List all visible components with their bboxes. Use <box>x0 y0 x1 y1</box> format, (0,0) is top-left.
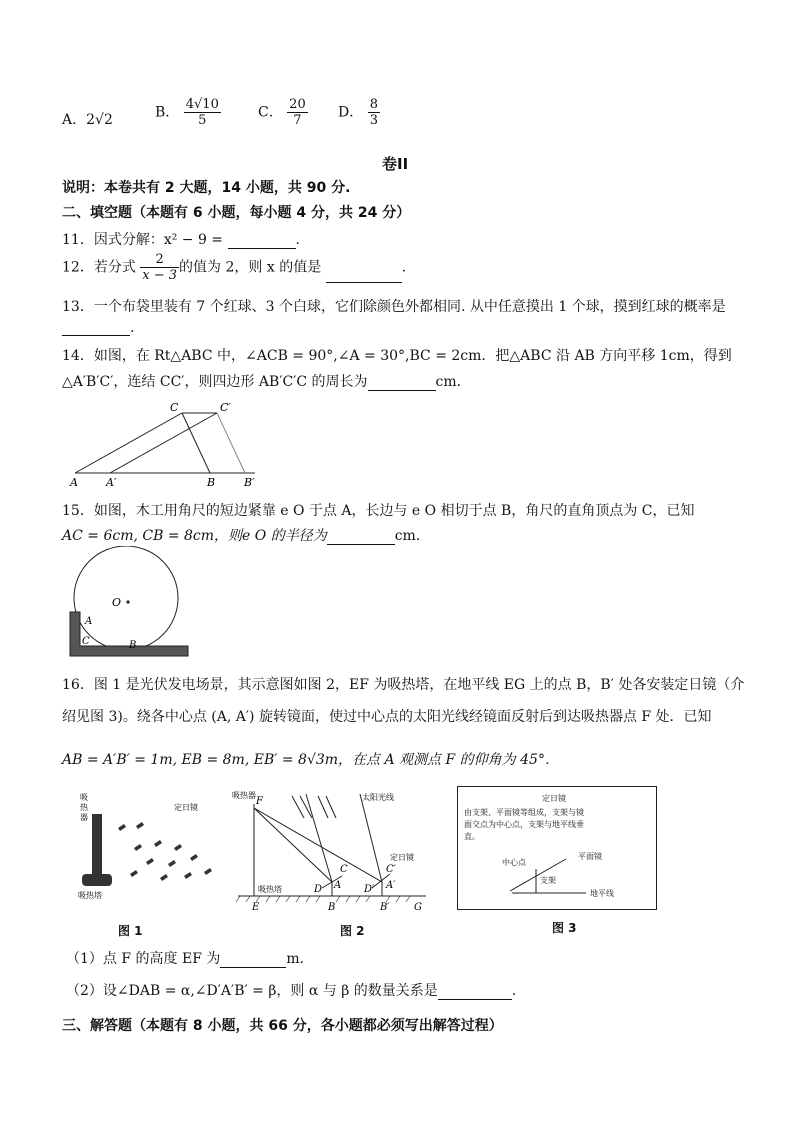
fig3-center-label: 中心点 <box>502 858 526 867</box>
question-15-line2: AC = 6cm, CB = 8cm，则e O 的半径为 cm． <box>62 528 430 544</box>
fig3-title: 定日镜 <box>542 794 566 803</box>
label-F: F <box>256 796 263 807</box>
fraction: $\frac{2}{x - 3}$ <box>142 252 178 283</box>
fig2-caption: 图 2 <box>340 924 365 938</box>
choice-a: A．2√2 <box>62 112 113 128</box>
question-16-sub-2: （2）设∠DAB = α,∠D′A′B′ = β，则 α 与 β 的数量关系是 . <box>66 983 517 999</box>
q16-figure-2 <box>230 784 440 916</box>
fig1-char-2: 热 <box>80 803 88 812</box>
fig3-diagram <box>458 787 654 907</box>
label-C1: C′ <box>220 401 231 414</box>
label-O: O <box>112 596 122 609</box>
choice-b: B． $\frac{4√10}{5}$ <box>155 97 219 128</box>
choice-d: D． $\frac{8}{3}$ <box>338 97 378 128</box>
fig1-char-1: 吸 <box>80 793 88 802</box>
fraction: $\frac{8}{3}$ <box>369 97 378 128</box>
question-14-line2: △A′B′C′，连结 CC′，则四边形 AB′C′C 的周长为 cm． <box>62 374 471 390</box>
label-B: B <box>207 476 216 489</box>
fig1-char-3: 器 <box>80 813 88 822</box>
fig1-mirror-label: 定日镜 <box>174 803 198 812</box>
label-D: D <box>314 884 323 895</box>
answer-blank[interactable] <box>438 985 512 1000</box>
q16-figure-3 <box>457 786 657 910</box>
label-E: E <box>252 902 260 913</box>
label-A1: A′ <box>386 880 396 891</box>
question-13-answer: . <box>62 320 134 336</box>
fig1-caption: 图 1 <box>118 924 143 938</box>
question-16-line2: 绍见图 3)。绕各中心点 (A, A′) 旋转镜面，使过中心点的太阳光线经镜面反射后到达吸热器点 F 处．已知 <box>62 709 712 725</box>
label-B1: B′ <box>244 476 255 489</box>
question-16-line3: AB = A′B′ = 1m, EB = 8m, EB′ = 8√3m，在点 A 观测点 F 的仰角为 45°． <box>62 752 559 768</box>
question-12: 12．若分式 $\frac{2}{x - 3}$ 的值为 2，则 x 的值是 . <box>62 252 407 283</box>
fig2-sun-label: 太阳光线 <box>362 793 394 802</box>
label-C1: C′ <box>386 864 396 875</box>
label-C: C <box>82 636 90 647</box>
answer-blank[interactable] <box>220 953 286 968</box>
label-C: C <box>170 401 179 414</box>
choice-c: C． $\frac{20}{7}$ <box>258 97 306 128</box>
answer-blank[interactable] <box>228 234 296 249</box>
fraction: $\frac{20}{7}$ <box>289 97 306 128</box>
section-3-heading: 三、解答题（本题有 8 小题，共 66 分，各小题都必须写出解答过程） <box>62 1018 503 1034</box>
question-16-sub-1: （1）点 F 的高度 EF 为 m． <box>66 951 314 967</box>
note: 说明：本卷共有 2 大题，14 小题，共 90 分. <box>62 180 351 196</box>
fig1-tower-label: 吸热塔 <box>78 891 102 900</box>
label-G: G <box>414 902 422 913</box>
fig3-desc-3: 直。 <box>464 832 480 841</box>
fig3-ground-label: 地平线 <box>590 889 614 898</box>
fig3-support-label: 支架 <box>540 876 556 885</box>
label-C: C <box>340 864 348 875</box>
fraction: $\frac{4√10}{5}$ <box>185 97 219 128</box>
answer-blank[interactable] <box>326 268 402 283</box>
fig2-tower-label: 吸热塔 <box>258 885 282 894</box>
answer-blank[interactable] <box>368 376 436 391</box>
label-B1: B′ <box>380 902 390 913</box>
fig3-caption: 图 3 <box>552 921 577 935</box>
label-A1: A′ <box>106 476 117 489</box>
q16-figure-1 <box>74 788 240 904</box>
fig2-absorber-label: 吸热器 <box>232 791 256 800</box>
fig3-plane-label: 平面镜 <box>578 852 602 861</box>
q14-figure <box>60 398 280 490</box>
label-A: A <box>334 880 342 891</box>
question-15: 15．如图，木工用角尺的短边紧靠 e O 于点 A，长边与 e O 相切于点 B，角尺的直角顶点为 C，已知 <box>62 503 695 519</box>
label-A: A <box>85 616 93 627</box>
fig3-desc-1: 由支架、平面镜等组成，支架与镜 <box>464 808 584 817</box>
q15-figure <box>66 546 196 662</box>
section-2-heading: 二、填空题（本题有 6 小题，每小题 4 分，共 24 分） <box>62 205 411 221</box>
fig3-desc-2: 面交点为中心点，支架与地平线垂 <box>464 820 584 829</box>
part2-title: 卷II <box>382 155 409 173</box>
fig2-mirror-label: 定日镜 <box>390 853 414 862</box>
answer-blank[interactable] <box>327 530 395 545</box>
label-D1: D′ <box>364 884 375 895</box>
question-13: 13．一个布袋里装有 7 个红球、3 个白球，它们除颜色外都相同. 从中任意摸出 1 个球，摸到红球的概率是 <box>62 299 726 315</box>
answer-blank[interactable] <box>62 321 130 336</box>
question-11: 11．因式分解：x² − 9 = . <box>62 232 300 248</box>
question-14: 14．如图，在 Rt△ABC 中，∠ACB = 90°,∠A = 30°,BC = 2cm．把△ABC 沿 AB 方向平移 1cm，得到 <box>62 348 732 364</box>
label-B: B <box>328 902 336 913</box>
label-B: B <box>129 640 137 651</box>
question-16: 16．图 1 是光伏发电场景，其示意图如图 2，EF 为吸热塔，在地平线 EG 上的点 B，B′ 处各安装定日镜（介 <box>62 677 745 693</box>
label-A: A <box>70 476 78 489</box>
